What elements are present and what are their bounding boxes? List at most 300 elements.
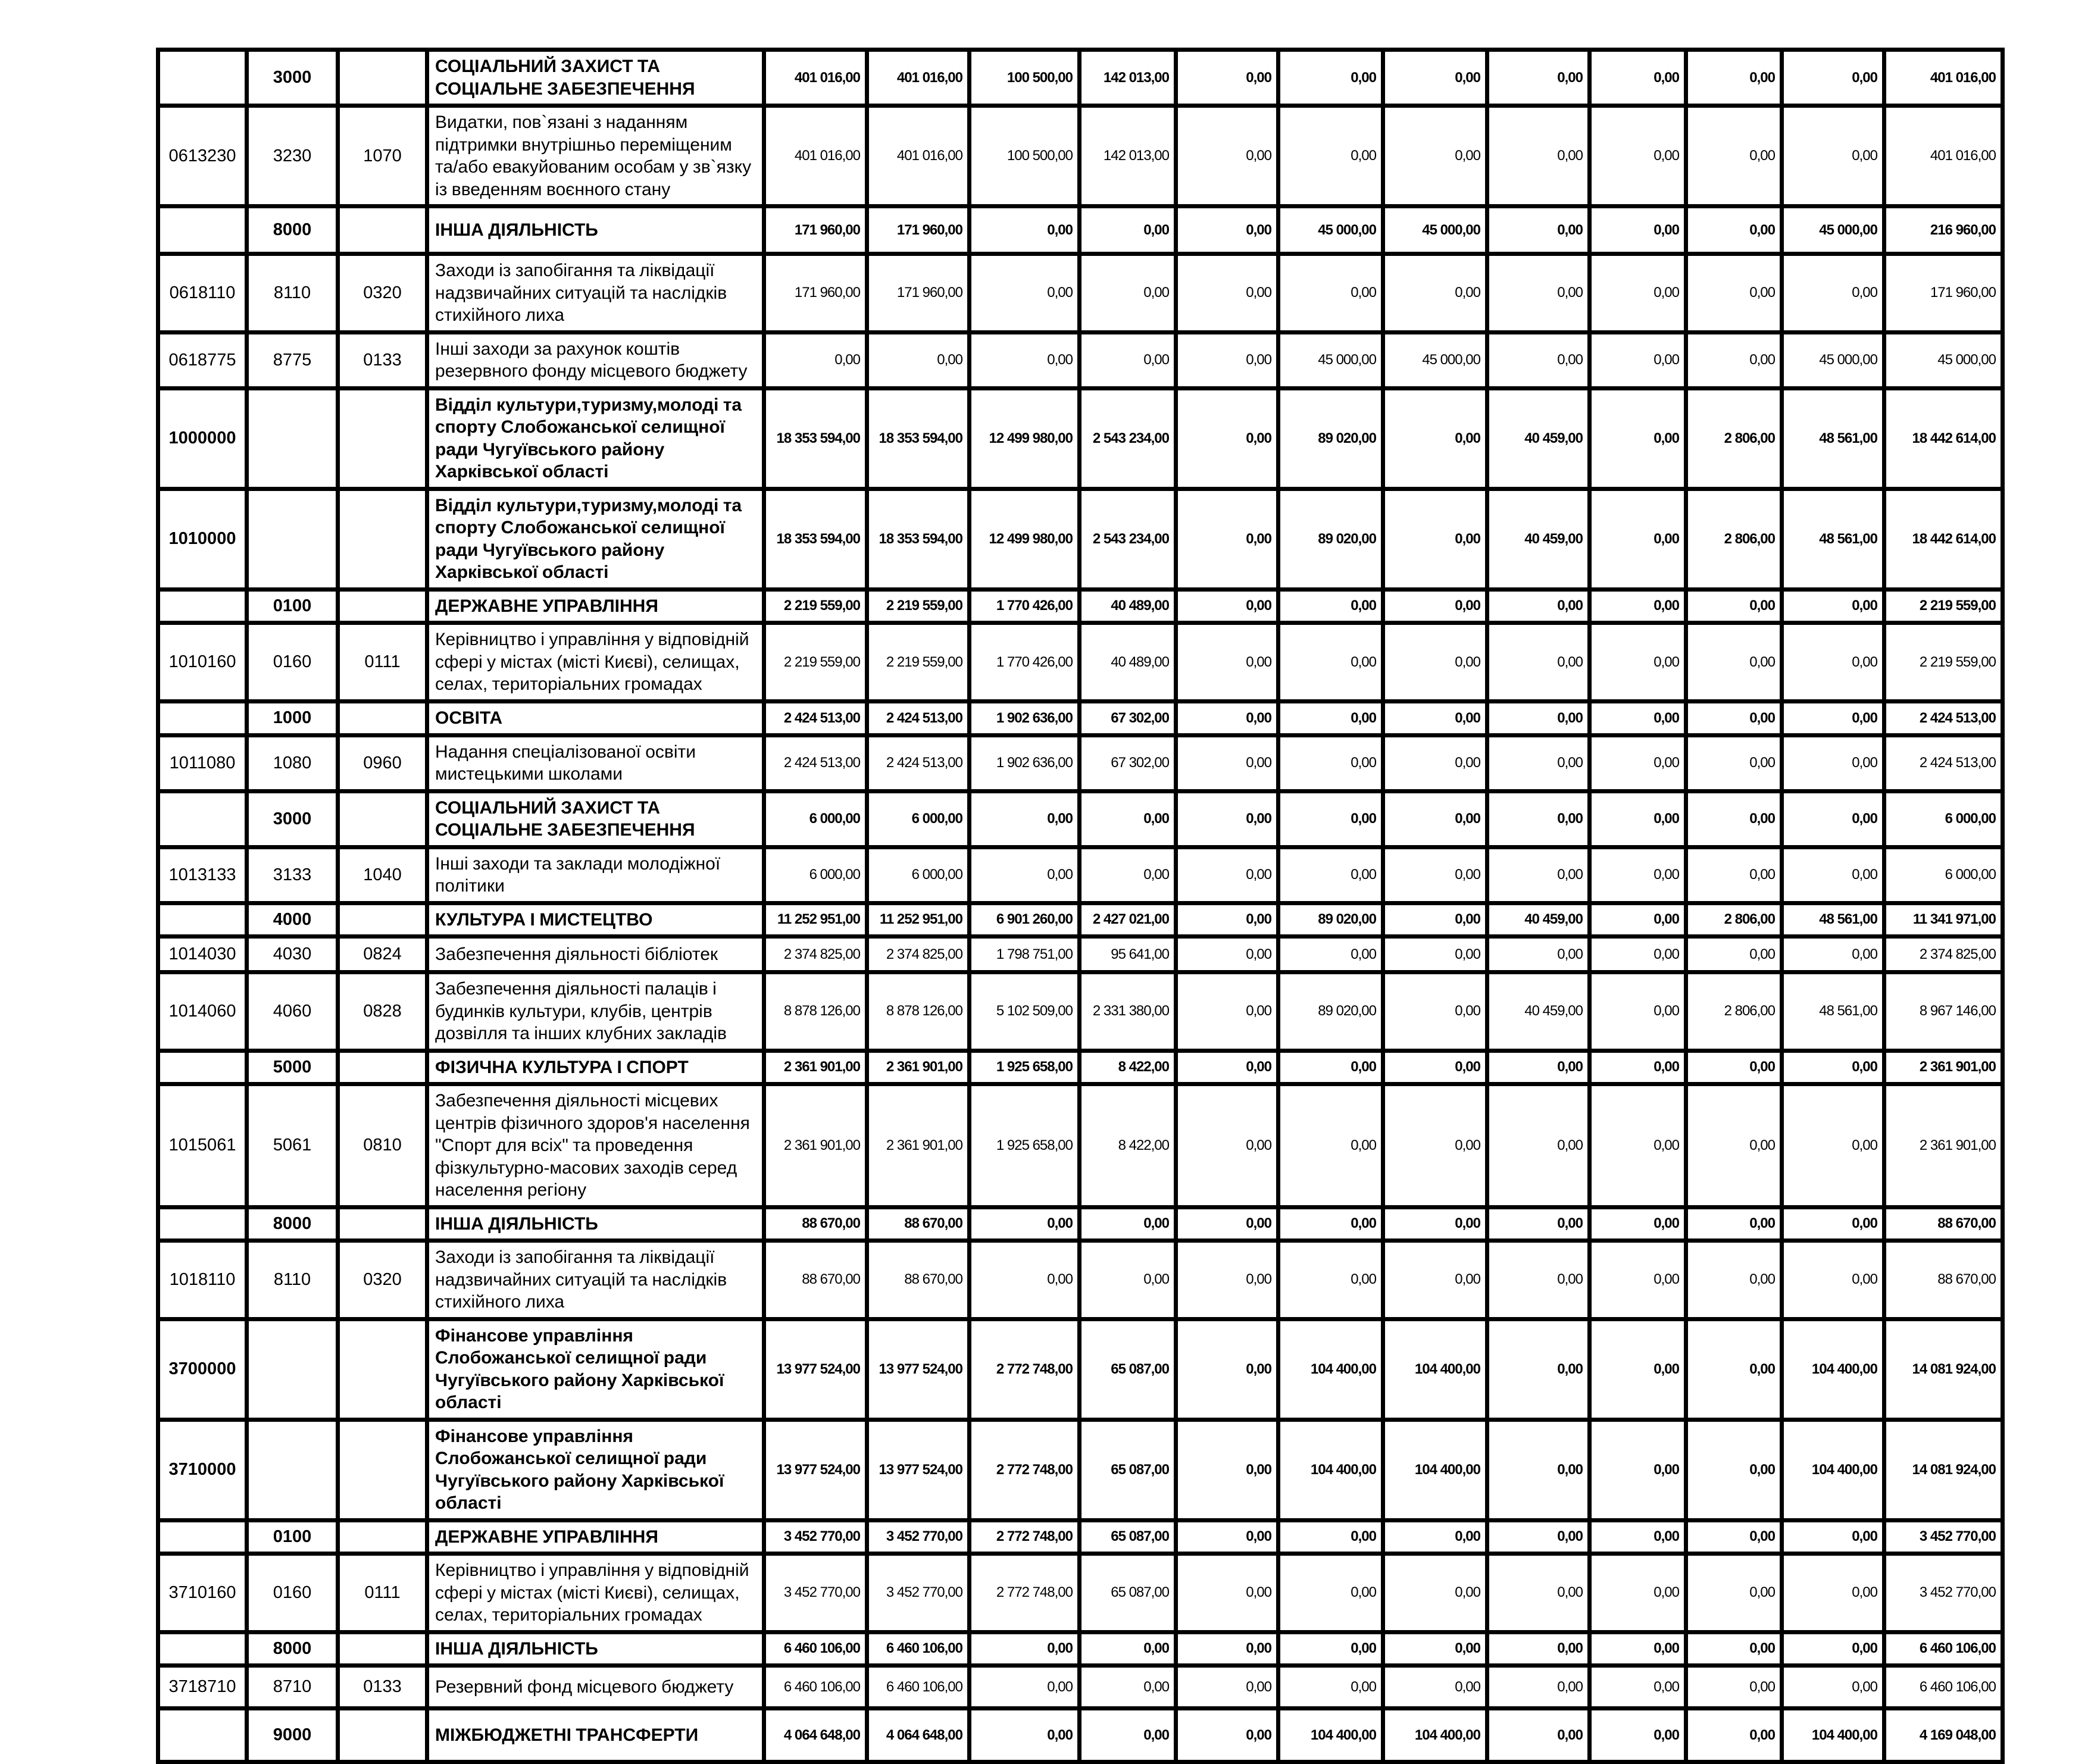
cell-program-code — [158, 702, 247, 736]
cell-functional-code — [338, 1632, 427, 1666]
cell-amount: 11 252 951,00 — [867, 903, 970, 937]
cell-typology-code: 5000 — [247, 1050, 338, 1084]
cell-amount: 8 878 126,00 — [764, 972, 867, 1051]
cell-description: Забезпечення діяльності бібліотек — [427, 937, 764, 972]
cell-amount: 0,00 — [1590, 1554, 1686, 1632]
cell-functional-code — [338, 1207, 427, 1241]
cell-amount: 0,00 — [1176, 106, 1279, 207]
cell-typology-code: 8775 — [247, 332, 338, 388]
cell-amount: 1 925 658,00 — [970, 1084, 1080, 1208]
cell-typology-code: 8110 — [247, 1241, 338, 1319]
cell-amount: 2 772 748,00 — [970, 1419, 1080, 1520]
cell-amount: 45 000,00 — [1279, 332, 1383, 388]
cell-functional-code: 0810 — [338, 1084, 427, 1208]
cell-amount: 0,00 — [1686, 1632, 1782, 1666]
cell-amount: 100 500,00 — [970, 106, 1080, 207]
cell-amount: 0,00 — [1590, 972, 1686, 1051]
cell-amount: 0,00 — [1080, 1207, 1176, 1241]
table-row — [158, 1207, 2003, 1241]
cell-amount: 104 400,00 — [1383, 1709, 1487, 1762]
cell-amount: 0,00 — [1487, 332, 1590, 388]
cell-program-code — [158, 1520, 247, 1554]
cell-amount: 0,00 — [1383, 1241, 1487, 1319]
cell-amount: 0,00 — [1782, 623, 1884, 702]
cell-amount: 0,00 — [1176, 847, 1279, 903]
cell-amount: 0,00 — [1590, 1632, 1686, 1666]
cell-amount: 0,00 — [1590, 207, 1686, 254]
cell-amount: 0,00 — [1279, 106, 1383, 207]
cell-amount: 0,00 — [1782, 1632, 1884, 1666]
cell-description: МІЖБЮДЖЕТНІ ТРАНСФЕРТИ — [427, 1709, 764, 1762]
cell-amount: 3 452 770,00 — [764, 1520, 867, 1554]
cell-amount: 0,00 — [1686, 1084, 1782, 1208]
table-row — [158, 50, 2003, 106]
cell-amount: 2 374 825,00 — [867, 937, 970, 972]
table-row — [158, 702, 2003, 736]
cell-amount: 0,00 — [1383, 106, 1487, 207]
cell-typology-code: 0160 — [247, 1554, 338, 1632]
cell-amount: 6 000,00 — [1884, 847, 2003, 903]
cell-amount: 2 219 559,00 — [764, 589, 867, 623]
cell-amount: 0,00 — [1176, 207, 1279, 254]
cell-amount: 18 353 594,00 — [764, 489, 867, 589]
cell-amount: 171 960,00 — [867, 207, 970, 254]
cell-amount: 40 459,00 — [1487, 388, 1590, 489]
cell-amount: 0,00 — [1383, 1632, 1487, 1666]
cell-amount: 4 064 648,00 — [764, 1709, 867, 1762]
cell-amount: 0,00 — [1176, 1520, 1279, 1554]
cell-program-code: 0618775 — [158, 332, 247, 388]
cell-amount: 0,00 — [1080, 1241, 1176, 1319]
cell-amount: 401 016,00 — [764, 106, 867, 207]
cell-amount: 0,00 — [1487, 702, 1590, 736]
cell-amount: 18 353 594,00 — [764, 388, 867, 489]
cell-description: Надання спеціалізованої освіти мистецькими школами — [427, 735, 764, 791]
cell-amount: 0,00 — [1590, 847, 1686, 903]
cell-amount: 0,00 — [1487, 1709, 1590, 1762]
cell-amount: 0,00 — [970, 1241, 1080, 1319]
cell-description: Відділ культури,туризму,молоді та спорту Слобожанської селищної ради Чугуївського району Харківської області — [427, 388, 764, 489]
cell-amount: 0,00 — [1080, 847, 1176, 903]
cell-amount: 0,00 — [1383, 791, 1487, 847]
cell-amount: 0,00 — [1487, 254, 1590, 333]
cell-amount: 0,00 — [1383, 1520, 1487, 1554]
cell-amount: 0,00 — [1590, 623, 1686, 702]
cell-amount: 2 219 559,00 — [867, 589, 970, 623]
cell-amount: 89 020,00 — [1279, 903, 1383, 937]
cell-amount: 0,00 — [1176, 702, 1279, 736]
cell-description: Видатки, пов`язані з наданням підтримки внутрішньо переміщеним та/або евакуйованим особам у зв`язку із введенням воєнного стану — [427, 106, 764, 207]
cell-amount: 88 670,00 — [867, 1207, 970, 1241]
table-row — [158, 1319, 2003, 1419]
cell-amount: 401 016,00 — [867, 106, 970, 207]
cell-description: ІНША ДІЯЛЬНІСТЬ — [427, 207, 764, 254]
cell-amount: 0,00 — [1383, 1554, 1487, 1632]
cell-amount: 0,00 — [1383, 1050, 1487, 1084]
cell-amount: 0,00 — [1782, 702, 1884, 736]
cell-amount: 0,00 — [970, 847, 1080, 903]
cell-amount: 142 013,00 — [1080, 50, 1176, 106]
cell-program-code — [158, 50, 247, 106]
table-row — [158, 1241, 2003, 1319]
cell-amount: 0,00 — [1782, 1207, 1884, 1241]
cell-amount: 0,00 — [1487, 1319, 1590, 1419]
cell-amount: 0,00 — [1279, 1050, 1383, 1084]
cell-typology-code — [247, 489, 338, 589]
cell-program-code: 0618110 — [158, 254, 247, 333]
cell-amount: 0,00 — [1176, 332, 1279, 388]
cell-functional-code: 0111 — [338, 623, 427, 702]
cell-amount: 0,00 — [1176, 589, 1279, 623]
cell-amount: 89 020,00 — [1279, 489, 1383, 589]
cell-amount: 0,00 — [1176, 972, 1279, 1051]
cell-amount: 0,00 — [1686, 1050, 1782, 1084]
cell-amount: 0,00 — [1686, 623, 1782, 702]
cell-typology-code: 1080 — [247, 735, 338, 791]
cell-amount: 0,00 — [1782, 1666, 1884, 1709]
cell-amount: 18 442 614,00 — [1884, 388, 2003, 489]
cell-amount: 88 670,00 — [764, 1241, 867, 1319]
cell-description: Заходи із запобігання та ліквідації надзвичайних ситуацій та наслідків стихійного лиха — [427, 254, 764, 333]
cell-amount: 0,00 — [1590, 1520, 1686, 1554]
cell-amount: 100 500,00 — [970, 50, 1080, 106]
cell-amount: 0,00 — [1590, 1050, 1686, 1084]
cell-typology-code: 8000 — [247, 1207, 338, 1241]
cell-description: СОЦІАЛЬНИЙ ЗАХИСТ ТА СОЦІАЛЬНЕ ЗАБЕЗПЕЧЕННЯ — [427, 791, 764, 847]
cell-description: Забезпечення діяльності палаців і будинків культури, клубів, центрів дозвілля та інших клубних закладів — [427, 972, 764, 1051]
cell-description: ДЕРЖАВНЕ УПРАВЛІННЯ — [427, 589, 764, 623]
cell-amount: 0,00 — [1590, 489, 1686, 589]
cell-amount: 65 087,00 — [1080, 1319, 1176, 1419]
cell-amount: 171 960,00 — [867, 254, 970, 333]
table-row — [158, 623, 2003, 702]
cell-amount: 67 302,00 — [1080, 702, 1176, 736]
cell-amount: 4 064 648,00 — [867, 1709, 970, 1762]
cell-amount: 104 400,00 — [1279, 1709, 1383, 1762]
cell-amount: 0,00 — [1590, 50, 1686, 106]
cell-amount: 0,00 — [1686, 1554, 1782, 1632]
cell-amount: 0,00 — [1686, 1666, 1782, 1709]
cell-description: ІНША ДІЯЛЬНІСТЬ — [427, 1207, 764, 1241]
cell-amount: 40 459,00 — [1487, 903, 1590, 937]
cell-program-code: 1011080 — [158, 735, 247, 791]
cell-amount: 0,00 — [1686, 254, 1782, 333]
cell-amount: 8 878 126,00 — [867, 972, 970, 1051]
cell-amount: 0,00 — [1590, 791, 1686, 847]
cell-amount: 0,00 — [1176, 937, 1279, 972]
cell-functional-code — [338, 702, 427, 736]
cell-amount: 8 422,00 — [1080, 1084, 1176, 1208]
cell-typology-code: 4030 — [247, 937, 338, 972]
cell-amount: 48 561,00 — [1782, 388, 1884, 489]
cell-amount: 0,00 — [1487, 1520, 1590, 1554]
cell-amount: 0,00 — [1383, 254, 1487, 333]
cell-functional-code — [338, 1709, 427, 1762]
cell-amount: 65 087,00 — [1080, 1554, 1176, 1632]
cell-amount: 0,00 — [1487, 50, 1590, 106]
cell-amount: 0,00 — [1590, 1084, 1686, 1208]
cell-amount: 0,00 — [1279, 702, 1383, 736]
cell-amount: 45 000,00 — [1279, 207, 1383, 254]
cell-typology-code: 1000 — [247, 702, 338, 736]
cell-description: Фінансове управління Слобожанської селищної ради Чугуївського району Харківської області — [427, 1319, 764, 1419]
cell-amount: 0,00 — [1383, 1666, 1487, 1709]
cell-description: ІНША ДІЯЛЬНІСТЬ — [427, 1632, 764, 1666]
cell-functional-code: 0111 — [338, 1554, 427, 1632]
cell-amount: 0,00 — [1176, 489, 1279, 589]
cell-amount: 0,00 — [1080, 254, 1176, 333]
cell-amount: 0,00 — [1686, 847, 1782, 903]
cell-functional-code: 1070 — [338, 106, 427, 207]
cell-amount: 0,00 — [1176, 388, 1279, 489]
cell-amount: 65 087,00 — [1080, 1419, 1176, 1520]
cell-program-code — [158, 207, 247, 254]
cell-functional-code: 0133 — [338, 1666, 427, 1709]
cell-amount: 0,00 — [1279, 791, 1383, 847]
cell-functional-code — [338, 589, 427, 623]
cell-amount: 0,00 — [1383, 589, 1487, 623]
cell-amount: 0,00 — [1176, 1050, 1279, 1084]
cell-amount: 6 000,00 — [867, 847, 970, 903]
cell-amount: 6 000,00 — [764, 847, 867, 903]
cell-description: Фінансове управління Слобожанської селищної ради Чугуївського району Харківської області — [427, 1419, 764, 1520]
cell-amount: 0,00 — [1383, 1084, 1487, 1208]
cell-amount: 0,00 — [1686, 1419, 1782, 1520]
cell-amount: 0,00 — [1686, 1207, 1782, 1241]
cell-amount: 2 424 513,00 — [764, 702, 867, 736]
cell-typology-code: 8000 — [247, 1632, 338, 1666]
cell-amount: 171 960,00 — [764, 254, 867, 333]
cell-amount: 0,00 — [1487, 937, 1590, 972]
cell-description: Інші заходи та заклади молодіжної політики — [427, 847, 764, 903]
cell-amount: 104 400,00 — [1279, 1319, 1383, 1419]
cell-amount: 2 361 901,00 — [764, 1050, 867, 1084]
cell-amount: 12 499 980,00 — [970, 388, 1080, 489]
cell-typology-code: 3230 — [247, 106, 338, 207]
cell-amount: 2 219 559,00 — [764, 623, 867, 702]
cell-typology-code: 8000 — [247, 207, 338, 254]
cell-typology-code: 8110 — [247, 254, 338, 333]
cell-description: Відділ культури,туризму,молоді та спорту Слобожанської селищної ради Чугуївського району Харківської області — [427, 489, 764, 589]
table-row — [158, 1419, 2003, 1520]
cell-amount: 0,00 — [1176, 1207, 1279, 1241]
cell-typology-code: 0160 — [247, 623, 338, 702]
cell-typology-code — [247, 1319, 338, 1419]
cell-amount: 0,00 — [1590, 702, 1686, 736]
cell-amount: 0,00 — [1279, 1554, 1383, 1632]
cell-amount: 0,00 — [1176, 254, 1279, 333]
cell-amount: 2 424 513,00 — [764, 735, 867, 791]
cell-description: Керівництво і управління у відповідній сфері у містах (місті Києві), селищах, селах, територіальних громадах — [427, 623, 764, 702]
cell-program-code — [158, 1632, 247, 1666]
cell-amount: 2 331 380,00 — [1080, 972, 1176, 1051]
table-row — [158, 791, 2003, 847]
cell-functional-code: 0320 — [338, 1241, 427, 1319]
cell-typology-code: 0100 — [247, 1520, 338, 1554]
cell-amount: 3 452 770,00 — [867, 1520, 970, 1554]
cell-amount: 0,00 — [1782, 1520, 1884, 1554]
cell-typology-code: 3133 — [247, 847, 338, 903]
cell-program-code — [158, 1207, 247, 1241]
cell-amount: 18 442 614,00 — [1884, 489, 2003, 589]
cell-amount: 8 967 146,00 — [1884, 972, 2003, 1051]
cell-typology-code — [247, 388, 338, 489]
cell-amount: 0,00 — [1487, 589, 1590, 623]
cell-amount: 0,00 — [1383, 903, 1487, 937]
cell-amount: 13 977 524,00 — [867, 1319, 970, 1419]
cell-program-code: 1018110 — [158, 1241, 247, 1319]
cell-typology-code: 3000 — [247, 791, 338, 847]
cell-amount: 0,00 — [1176, 903, 1279, 937]
cell-amount: 1 925 658,00 — [970, 1050, 1080, 1084]
cell-amount: 2 424 513,00 — [867, 702, 970, 736]
cell-amount: 14 081 924,00 — [1884, 1319, 2003, 1419]
cell-amount: 104 400,00 — [1782, 1709, 1884, 1762]
cell-amount: 11 341 971,00 — [1884, 903, 2003, 937]
cell-amount: 45 000,00 — [1782, 207, 1884, 254]
cell-amount: 2 772 748,00 — [970, 1554, 1080, 1632]
cell-amount: 104 400,00 — [1782, 1419, 1884, 1520]
cell-amount: 0,00 — [1487, 1666, 1590, 1709]
cell-amount: 0,00 — [1686, 735, 1782, 791]
cell-program-code: 0613230 — [158, 106, 247, 207]
cell-amount: 18 353 594,00 — [867, 489, 970, 589]
cell-amount: 0,00 — [970, 1632, 1080, 1666]
cell-amount: 13 977 524,00 — [867, 1419, 970, 1520]
cell-amount: 2 427 021,00 — [1080, 903, 1176, 937]
cell-amount: 0,00 — [1176, 50, 1279, 106]
cell-program-code: 1010000 — [158, 489, 247, 589]
cell-description: Забезпечення діяльності місцевих центрів фізичного здоров'я населення "Спорт для всіх" та проведення фізкультурно-масових заходів серед населення регіону — [427, 1084, 764, 1208]
cell-amount: 6 460 106,00 — [764, 1632, 867, 1666]
cell-amount: 104 400,00 — [1782, 1319, 1884, 1419]
cell-program-code: 1010160 — [158, 623, 247, 702]
cell-amount: 0,00 — [1176, 623, 1279, 702]
budget-table-body — [158, 50, 2003, 1762]
cell-functional-code: 0828 — [338, 972, 427, 1051]
cell-program-code: 3718710 — [158, 1666, 247, 1709]
table-row — [158, 903, 2003, 937]
cell-amount: 401 016,00 — [1884, 50, 2003, 106]
cell-amount: 2 361 901,00 — [764, 1084, 867, 1208]
cell-amount: 1 798 751,00 — [970, 937, 1080, 972]
cell-program-code: 1000000 — [158, 388, 247, 489]
cell-amount: 2 361 901,00 — [1884, 1084, 2003, 1208]
cell-amount: 45 000,00 — [1884, 332, 2003, 388]
cell-program-code — [158, 791, 247, 847]
cell-amount: 0,00 — [1686, 702, 1782, 736]
table-row — [158, 1050, 2003, 1084]
cell-amount: 0,00 — [1782, 50, 1884, 106]
cell-amount: 48 561,00 — [1782, 489, 1884, 589]
cell-amount: 171 960,00 — [764, 207, 867, 254]
cell-amount: 89 020,00 — [1279, 388, 1383, 489]
cell-amount: 142 013,00 — [1080, 106, 1176, 207]
cell-amount: 88 670,00 — [1884, 1241, 2003, 1319]
cell-functional-code — [338, 388, 427, 489]
cell-amount: 45 000,00 — [1782, 332, 1884, 388]
cell-typology-code: 8710 — [247, 1666, 338, 1709]
cell-functional-code: 0133 — [338, 332, 427, 388]
cell-amount: 0,00 — [1080, 1709, 1176, 1762]
cell-description: Резервний фонд місцевого бюджету — [427, 1666, 764, 1709]
cell-program-code — [158, 1050, 247, 1084]
cell-functional-code — [338, 1319, 427, 1419]
table-row — [158, 332, 2003, 388]
cell-amount: 0,00 — [1782, 1084, 1884, 1208]
cell-amount: 401 016,00 — [1884, 106, 2003, 207]
cell-functional-code: 0960 — [338, 735, 427, 791]
table-row — [158, 1666, 2003, 1709]
cell-amount: 13 977 524,00 — [764, 1419, 867, 1520]
cell-amount: 3 452 770,00 — [867, 1554, 970, 1632]
cell-amount: 0,00 — [1279, 1666, 1383, 1709]
cell-amount: 48 561,00 — [1782, 903, 1884, 937]
cell-amount: 0,00 — [1686, 332, 1782, 388]
cell-amount: 0,00 — [970, 791, 1080, 847]
cell-amount: 2 361 901,00 — [867, 1084, 970, 1208]
table-row — [158, 847, 2003, 903]
cell-amount: 2 772 748,00 — [970, 1319, 1080, 1419]
cell-amount: 0,00 — [1279, 1207, 1383, 1241]
cell-amount: 0,00 — [1590, 254, 1686, 333]
table-row — [158, 207, 2003, 254]
cell-amount: 2 374 825,00 — [1884, 937, 2003, 972]
cell-program-code — [158, 903, 247, 937]
cell-typology-code: 4060 — [247, 972, 338, 1051]
table-row — [158, 1709, 2003, 1762]
cell-amount: 14 081 924,00 — [1884, 1419, 2003, 1520]
cell-amount: 0,00 — [1279, 50, 1383, 106]
cell-typology-code: 5061 — [247, 1084, 338, 1208]
cell-amount: 88 670,00 — [867, 1241, 970, 1319]
cell-amount: 2 772 748,00 — [970, 1520, 1080, 1554]
table-row — [158, 489, 2003, 589]
cell-amount: 0,00 — [970, 1709, 1080, 1762]
cell-amount: 0,00 — [1487, 1241, 1590, 1319]
cell-amount: 0,00 — [1383, 972, 1487, 1051]
cell-functional-code — [338, 903, 427, 937]
cell-functional-code — [338, 50, 427, 106]
cell-amount: 0,00 — [1590, 1241, 1686, 1319]
cell-amount: 6 460 106,00 — [1884, 1632, 2003, 1666]
cell-amount: 104 400,00 — [1383, 1419, 1487, 1520]
cell-amount: 104 400,00 — [1279, 1419, 1383, 1520]
cell-amount: 2 424 513,00 — [867, 735, 970, 791]
cell-functional-code: 1040 — [338, 847, 427, 903]
table-row — [158, 972, 2003, 1051]
cell-amount: 3 452 770,00 — [1884, 1554, 2003, 1632]
cell-amount: 48 561,00 — [1782, 972, 1884, 1051]
cell-program-code: 1014060 — [158, 972, 247, 1051]
cell-amount: 0,00 — [1686, 106, 1782, 207]
cell-amount: 0,00 — [1590, 903, 1686, 937]
cell-amount: 0,00 — [1176, 1419, 1279, 1520]
cell-amount: 88 670,00 — [1884, 1207, 2003, 1241]
cell-amount: 2 806,00 — [1686, 388, 1782, 489]
cell-amount: 0,00 — [1279, 937, 1383, 972]
cell-amount: 2 374 825,00 — [764, 937, 867, 972]
cell-amount: 0,00 — [1487, 207, 1590, 254]
cell-amount: 0,00 — [1279, 735, 1383, 791]
cell-amount: 0,00 — [1176, 1554, 1279, 1632]
cell-functional-code — [338, 791, 427, 847]
cell-amount: 2 219 559,00 — [1884, 589, 2003, 623]
cell-amount: 6 000,00 — [764, 791, 867, 847]
cell-amount: 0,00 — [1782, 791, 1884, 847]
cell-amount: 0,00 — [1686, 1709, 1782, 1762]
cell-amount: 0,00 — [1686, 1520, 1782, 1554]
